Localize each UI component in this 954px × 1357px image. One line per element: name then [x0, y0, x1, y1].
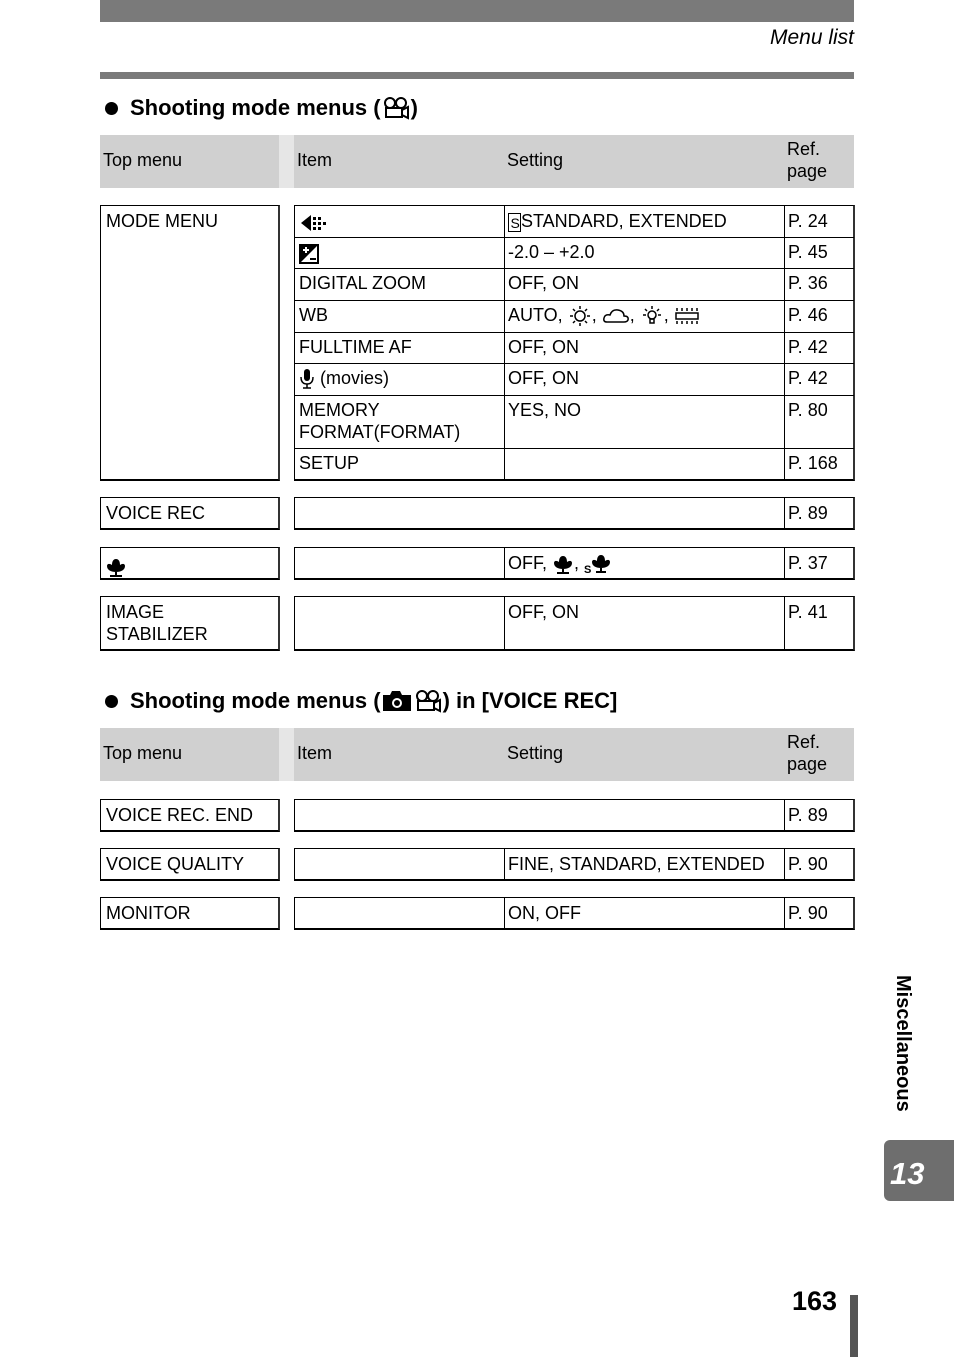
- column2-header-item: Item: [297, 743, 333, 763]
- svg-text:S: S: [584, 564, 592, 576]
- movie-camera-icon: [413, 689, 443, 713]
- section-title-suffix: ): [410, 95, 418, 120]
- exposure-compensation-icon: [299, 244, 319, 264]
- top-menu-voice-rec-end[interactable]: [100, 799, 280, 832]
- section-title-prefix: Shooting mode menus (: [130, 95, 381, 120]
- ref-digital-zoom: P. 36: [788, 273, 828, 293]
- column2-header-ref: Ref.: [787, 732, 821, 752]
- table-row-movie-sound[interactable]: [296, 364, 389, 390]
- column-header-top-menu: Top menu: [103, 150, 183, 170]
- image-stabilizer-label: [103, 598, 208, 645]
- movie-camera-icon: [381, 96, 411, 120]
- ref-monitor: P. 90: [788, 903, 828, 923]
- monitor-label: MONITOR: [106, 903, 191, 923]
- memory-format-line1: MEMORY: [299, 400, 380, 420]
- incandescent-icon: [640, 305, 664, 327]
- column-header-setting: Setting: [507, 150, 564, 170]
- setting-fulltime-af: OFF, ON: [508, 337, 579, 357]
- movie-sound-label: (movies): [315, 368, 390, 388]
- table2-header-top-menu: [100, 728, 279, 781]
- voice-rec-end-row: [294, 799, 855, 832]
- header2-gap: [279, 728, 294, 781]
- chapter-number: 13: [890, 1156, 925, 1191]
- section2-title-suffix: ) in [VOICE REC]: [442, 688, 618, 713]
- setting-quality: [505, 207, 727, 232]
- table-header-details: [294, 135, 854, 188]
- table-row-memory-format[interactable]: [296, 396, 460, 443]
- ref-wb: P. 46: [788, 305, 828, 325]
- column-header-ref: Ref.: [787, 139, 821, 159]
- column2-header-page: page: [787, 754, 828, 774]
- bullet-icon: [105, 695, 118, 708]
- setting-quality-text: STANDARD, EXTENDED: [521, 211, 727, 231]
- table-row-setup[interactable]: SETUP: [299, 453, 360, 473]
- camera-icon: [381, 689, 413, 713]
- ref-voice-rec-end: P. 89: [788, 805, 828, 825]
- macro-icon: [552, 554, 574, 574]
- voice-quality-row: [294, 848, 855, 881]
- setting-exposure: -2.0 – +2.0: [508, 242, 595, 262]
- page-number-bar: [850, 1295, 858, 1357]
- mode-menu-table: [294, 205, 855, 481]
- section-title-movie: [105, 95, 418, 121]
- movie-quality-icon: [299, 213, 329, 233]
- setting-wb: AUTO, , , ,: [505, 301, 700, 327]
- section-title-voice-rec: [105, 688, 617, 714]
- top-menu-voice-rec[interactable]: [100, 497, 280, 530]
- column-header-item: Item: [297, 150, 333, 170]
- setting-memory-format: YES, NO: [508, 400, 582, 420]
- chapter-side-label-text: Miscellaneous: [892, 975, 914, 1112]
- top-menu-mode-menu[interactable]: [100, 205, 280, 481]
- table2-header-details: [294, 728, 854, 781]
- section2-title-prefix: Shooting mode menus (: [130, 688, 381, 713]
- image-stabilizer-row: [294, 596, 855, 651]
- header-gap: [279, 135, 294, 188]
- ref-quality: P. 24: [788, 211, 828, 231]
- voice-rec-label: VOICE REC: [106, 503, 206, 523]
- voice-rec-row: [294, 497, 855, 530]
- table-row-digital-zoom[interactable]: DIGITAL ZOOM: [299, 273, 427, 293]
- running-header: Menu list: [769, 26, 854, 49]
- setting-wb-text: AUTO,: [508, 305, 568, 325]
- top-menu-monitor[interactable]: [100, 897, 280, 930]
- table-header-top-menu: [100, 135, 279, 188]
- sunny-icon: [568, 305, 592, 327]
- column2-header-setting: Setting: [507, 743, 564, 763]
- table-row-wb[interactable]: WB: [299, 305, 328, 325]
- macro-icon: [105, 557, 127, 577]
- page-number: 163: [792, 1286, 838, 1316]
- setting-macro-text: OFF,: [508, 553, 552, 573]
- mode-menu-label: MODE MENU: [106, 211, 218, 231]
- ref-image-stabilizer: P. 41: [788, 602, 828, 622]
- top-menu-image-stabilizer[interactable]: [100, 596, 280, 651]
- setting-movie-sound: OFF, ON: [508, 368, 579, 388]
- ref-fulltime-af: P. 42: [788, 337, 828, 357]
- table-row-fulltime-af[interactable]: FULLTIME AF: [299, 337, 412, 357]
- setting-voice-quality: FINE, STANDARD, EXTENDED: [508, 854, 765, 874]
- setting-macro: OFF, , S: [505, 549, 612, 575]
- bullet-icon: [105, 102, 118, 115]
- image-stabilizer-line2: STABILIZER: [106, 624, 208, 644]
- monitor-row: [294, 897, 855, 930]
- cloudy-icon: [602, 307, 630, 325]
- column-header-page: page: [787, 161, 828, 181]
- table-row-quality[interactable]: [296, 208, 329, 233]
- fluorescent-icon: [674, 306, 700, 326]
- voice-rec-end-label: VOICE REC. END: [106, 805, 254, 825]
- image-stabilizer-line1: IMAGE: [106, 602, 165, 622]
- table-row-exposure[interactable]: [296, 239, 319, 264]
- super-macro-icon: [584, 553, 612, 575]
- setting-monitor: ON, OFF: [508, 903, 581, 923]
- standard-s-icon: [508, 213, 521, 232]
- top-menu-macro[interactable]: [100, 547, 280, 580]
- column2-header-top-menu: Top menu: [103, 743, 183, 763]
- header-bar: [100, 0, 854, 22]
- ref-macro: P. 37: [788, 553, 828, 573]
- ref-setup: P. 168: [788, 453, 838, 473]
- ref-voice-quality: P. 90: [788, 854, 828, 874]
- voice-quality-label: VOICE QUALITY: [106, 854, 245, 874]
- microphone-icon: [299, 368, 315, 390]
- macro-label: [102, 552, 127, 577]
- setting-image-stabilizer: OFF, ON: [508, 602, 579, 622]
- ref-movie-sound: P. 42: [788, 368, 828, 388]
- ref-memory-format: P. 80: [788, 400, 828, 420]
- header-rule: [100, 72, 854, 79]
- svg-text:S: S: [510, 214, 520, 231]
- memory-format-line2: FORMAT(FORMAT): [299, 422, 461, 442]
- setting-digital-zoom: OFF, ON: [508, 273, 579, 293]
- ref-exposure: P. 45: [788, 242, 828, 262]
- ref-voice-rec: P. 89: [788, 503, 828, 523]
- chapter-side-label: [883, 975, 919, 1135]
- macro-row: [294, 547, 855, 580]
- top-menu-voice-quality[interactable]: [100, 848, 280, 881]
